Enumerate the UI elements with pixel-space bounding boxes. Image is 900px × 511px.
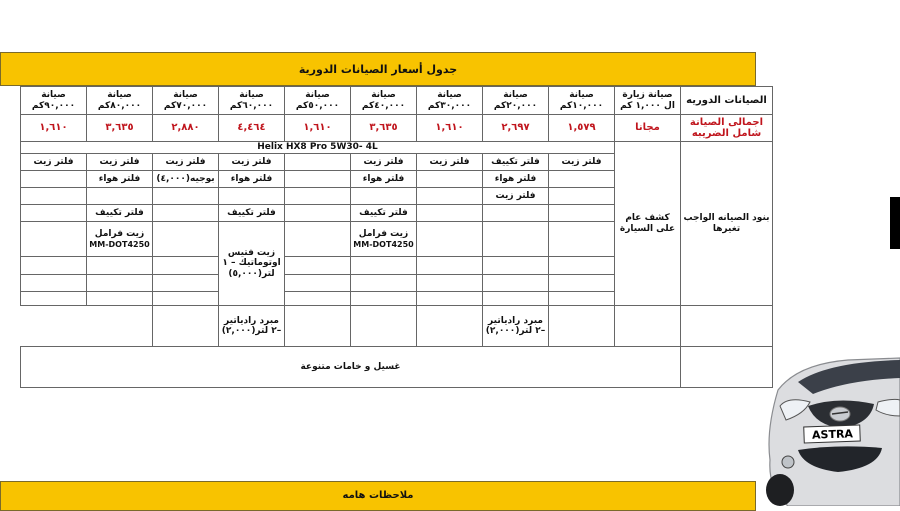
empty-10000-b: [549, 171, 615, 188]
washing-row: [0, 347, 773, 388]
oil-filter-20000: فلتر زيت: [483, 188, 549, 205]
col-80000: صيانة ٨٠,٠٠٠كم: [87, 87, 153, 115]
price-40000: ٣,٦٣٥: [351, 115, 417, 142]
empty-30000-f: [549, 306, 615, 347]
empty-30000-e: [417, 222, 483, 257]
price-row: [0, 115, 773, 142]
b3-90000: [21, 292, 87, 306]
b1-90000: [21, 257, 87, 275]
price-label: اجمالى الصيانة شامل الضريبه: [681, 115, 773, 142]
price-1000: مجانا: [615, 115, 681, 142]
empty-70000-d: [153, 205, 219, 222]
col-60000: صيانة ٦٠,٠٠٠كم: [219, 87, 285, 115]
oil-filter-10000: فلتر زيت: [549, 154, 615, 171]
col-90000: صيانة ٩٠,٠٠٠كم: [21, 87, 87, 115]
empty-10000-d: [549, 205, 615, 222]
b1-10000: [549, 257, 615, 275]
washing: غسيل و خامات متنوعة: [21, 347, 681, 388]
b3-30000: [417, 292, 483, 306]
notes-title: ملاحظات هامه: [0, 481, 756, 511]
price-20000: ٢,٦٩٧: [483, 115, 549, 142]
empty-10000-f: [681, 306, 773, 347]
empty-50000-b: [285, 171, 351, 188]
price-70000: ٢,٨٨٠: [153, 115, 219, 142]
brake-oil-80000: [87, 222, 153, 257]
ac-filter-20000: فلتر تكييف: [483, 154, 549, 171]
oil-filter-90000: فلتر زيت: [21, 154, 87, 171]
header-label: الصيانات الدوريه: [681, 87, 773, 115]
empty-90000-b: [21, 171, 87, 188]
ac-filter-80000: فلتر تكييف: [87, 205, 153, 222]
empty-90000-f: [153, 306, 219, 347]
auto-trans-60000: زيت فتيس اوتوماتيك – ١ لتر(٥,٠٠٠): [219, 222, 285, 306]
empty-70000-e: [153, 222, 219, 257]
maintenance-table: [0, 86, 773, 388]
car-illustration: [758, 350, 900, 506]
ac-filter-40000: فلتر تكييف: [351, 205, 417, 222]
b3-10000: [549, 292, 615, 306]
oil-filter-80000: فلتر زيت: [87, 154, 153, 171]
coolant-80000: مبرد رادياتير –٢ لتر(٢,٠٠٠): [219, 306, 285, 347]
brake-oil-40000: [351, 222, 417, 257]
empty-30000-b: [417, 171, 483, 188]
empty-60000-c: [219, 188, 285, 205]
empty-20000-f: [615, 306, 681, 347]
price-50000: ١,٦١٠: [285, 115, 351, 142]
b1-40000: [351, 257, 417, 275]
empty-50000-a: [285, 154, 351, 171]
coolant-row: [0, 306, 773, 347]
b3-70000: [153, 292, 219, 306]
empty-70000-f: [285, 306, 351, 347]
empty-80000-c: [87, 188, 153, 205]
b3-50000: [285, 292, 351, 306]
oil-spec: Helix HX8 Pro 5W30- 4L: [21, 142, 615, 154]
empty-30000-c: [417, 188, 483, 205]
brake-oil-label-80: زيت فرامل: [94, 229, 145, 240]
brake-oil-label: زيت فرامل: [358, 229, 409, 240]
plate-text: ASTRA: [811, 427, 854, 442]
b2-40000: [351, 275, 417, 292]
b2-80000: [87, 275, 153, 292]
table-title: جدول أسعار الصيانات الدورية: [0, 52, 756, 86]
oil-filter-70000: فلتر زيت: [153, 154, 219, 171]
empty-90000-c: [21, 188, 87, 205]
ac-filter-60000: فلتر تكييف: [219, 205, 285, 222]
empty-50000-e: [285, 222, 351, 257]
col-1000: صيانة زيارة ال ١,٠٠٠ كم: [615, 87, 681, 115]
empty-90000-d: [21, 205, 87, 222]
price-10000: ١,٥٧٩: [549, 115, 615, 142]
b1-30000: [417, 257, 483, 275]
inspection-cell: كشف عام على السيارة: [615, 142, 681, 306]
oil-filter-30000: فلتر زيت: [417, 154, 483, 171]
b1-70000: [153, 257, 219, 275]
col-30000: صيانة ٣٠,٠٠٠كم: [417, 87, 483, 115]
empty-20000-d: [483, 205, 549, 222]
empty-50000-c: [285, 188, 351, 205]
oil-spec-row: [0, 142, 773, 154]
col-70000: صيانة ٧٠,٠٠٠كم: [153, 87, 219, 115]
b3-20000: [483, 292, 549, 306]
empty-10000-c: [549, 188, 615, 205]
b2-20000: [483, 275, 549, 292]
coolant-40000: مبرد رادياتير –٢ لتر(٢,٠٠٠): [483, 306, 549, 347]
air-filter-80000: فلتر هواء: [87, 171, 153, 188]
empty-50000-d: [285, 205, 351, 222]
b2-90000: [21, 275, 87, 292]
empty-50000-f: [417, 306, 483, 347]
price-90000: ١,٦١٠: [21, 115, 87, 142]
oil-filter-60000: فلتر زيت: [219, 154, 285, 171]
car-image: [758, 350, 900, 506]
items-label: بنود الصيانه الواجب تغيرها: [681, 142, 773, 306]
col-50000: صيانة ٥٠,٠٠٠كم: [285, 87, 351, 115]
b3-80000: [87, 292, 153, 306]
air-filter-20000: فلتر هواء: [483, 171, 549, 188]
col-20000: صيانة ٢٠,٠٠٠كم: [483, 87, 549, 115]
empty-30000-d: [417, 205, 483, 222]
air-filter-60000: فلتر هواء: [219, 171, 285, 188]
header-row: [0, 87, 773, 115]
air-filter-40000: فلتر هواء: [351, 171, 417, 188]
b2-30000: [417, 275, 483, 292]
oil-filter-40000: فلتر زيت: [351, 154, 417, 171]
price-30000: ١,٦١٠: [417, 115, 483, 142]
empty-10000-e: [549, 222, 615, 257]
b2-70000: [153, 275, 219, 292]
brake-oil-spec: MM-DOT4250: [353, 239, 414, 249]
b1-80000: [87, 257, 153, 275]
b3-40000: [351, 292, 417, 306]
b2-50000: [285, 275, 351, 292]
empty-40000-c: [351, 188, 417, 205]
b2-10000: [549, 275, 615, 292]
empty-20000-e: [483, 222, 549, 257]
b1-50000: [285, 257, 351, 275]
empty-70000-c: [153, 188, 219, 205]
spark-plugs-70000: بوجيه(٤,٠٠٠): [153, 171, 219, 188]
col-10000: صيانة ١٠,٠٠٠كم: [549, 87, 615, 115]
price-60000: ٤,٤٦٤: [219, 115, 285, 142]
empty-90000-e: [21, 222, 87, 257]
empty-60000-f: [351, 306, 417, 347]
brake-oil-spec-80: MM-DOT4250: [89, 239, 150, 249]
b1-20000: [483, 257, 549, 275]
price-80000: ٣,٦٣٥: [87, 115, 153, 142]
edge-tab: [890, 197, 900, 249]
col-40000: صيانة ٤٠,٠٠٠كم: [351, 87, 417, 115]
